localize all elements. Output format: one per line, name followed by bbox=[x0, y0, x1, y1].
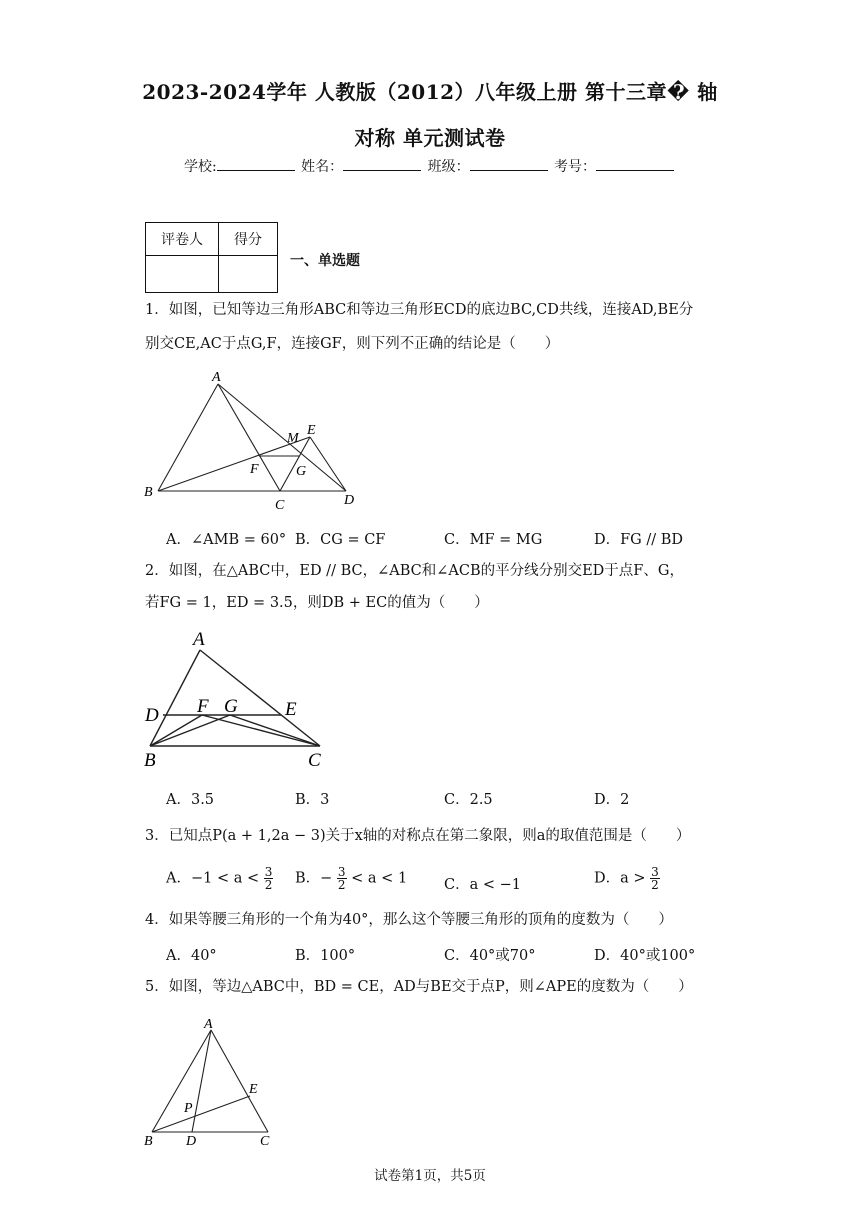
q3-option-c[interactable]: C．a < −1 bbox=[444, 877, 521, 893]
fig5-label-C: C bbox=[260, 1134, 270, 1149]
class-blank[interactable] bbox=[470, 156, 548, 171]
q1-option-c[interactable]: C．MF = MG bbox=[444, 532, 543, 548]
fig1-label-A: A bbox=[212, 370, 221, 385]
school-blank[interactable] bbox=[217, 156, 295, 171]
school-label: 学校: bbox=[183, 159, 217, 175]
question-5-figure bbox=[140, 1012, 290, 1152]
q4-option-c[interactable]: C．40°或70° bbox=[444, 948, 536, 964]
q3-option-a-text: A．−1 < a < bbox=[166, 870, 260, 887]
fig2-label-A: A bbox=[193, 629, 205, 650]
class-label: 班级： bbox=[427, 159, 470, 175]
fig5-label-P: P bbox=[184, 1101, 193, 1116]
score-header: 得分 bbox=[219, 223, 278, 256]
score-cell[interactable] bbox=[219, 256, 278, 293]
name-blank[interactable] bbox=[343, 156, 421, 171]
question-3-line1: 3．已知点P(a + 1,2a − 3)关于x轴的对称点在第二象限，则a的取值范围是（ ） bbox=[145, 828, 691, 844]
q3-option-b[interactable] bbox=[295, 866, 407, 891]
question-2-line2: 若FG = 1，ED = 3.5，则DB + EC的值为（ ） bbox=[145, 595, 489, 611]
fig5-label-B: B bbox=[144, 1134, 153, 1149]
q3-option-b-tail: < a < 1 bbox=[351, 870, 408, 887]
q3-option-a-fraction: $\frac{3}{2}$ bbox=[264, 865, 273, 892]
question-1-line2: 别交CE,AC于点G,F，连接GF，则下列不正确的结论是（ ） bbox=[145, 336, 560, 352]
fig1-label-E: E bbox=[307, 423, 316, 438]
fig2-label-E: E bbox=[285, 699, 297, 720]
student-info-line bbox=[0, 156, 860, 176]
q2-option-d[interactable]: D．2 bbox=[594, 792, 630, 808]
q2-option-c[interactable]: C．2.5 bbox=[444, 792, 493, 808]
fig1-label-C: C bbox=[275, 498, 285, 513]
q3-option-b-text: B．− bbox=[295, 870, 333, 887]
fig5-label-E: E bbox=[249, 1082, 258, 1097]
q3-option-d[interactable] bbox=[594, 866, 660, 891]
q1-option-a[interactable]: A．∠AMB = 60° bbox=[166, 532, 287, 548]
fig2-label-C: C bbox=[308, 750, 321, 771]
q3-option-b-fraction: $\frac{3}{2}$ bbox=[337, 865, 346, 892]
fig2-label-G: G bbox=[224, 696, 238, 717]
score-table bbox=[145, 222, 278, 293]
fig1-label-B: B bbox=[144, 485, 153, 500]
q3-option-d-text: D．a > bbox=[594, 870, 646, 887]
q4-option-b[interactable]: B．100° bbox=[295, 948, 356, 964]
fig1-label-F: F bbox=[250, 462, 259, 477]
q3-option-d-fraction: $\frac{3}{2}$ bbox=[651, 865, 659, 892]
q1-option-b[interactable]: B．CG = CF bbox=[295, 532, 386, 548]
section-title: 一、单选题 bbox=[290, 253, 360, 269]
fig1-label-M: M bbox=[287, 431, 299, 446]
question-1-figure bbox=[138, 368, 368, 516]
page-footer: 试卷第1页，共5页 bbox=[374, 1168, 486, 1184]
exam-number-blank[interactable] bbox=[596, 156, 674, 171]
q3-option-a[interactable] bbox=[166, 866, 273, 891]
question-5-line1: 5．如图，等边△ABC中，BD = CE，AD与BE交于点P，则∠APE的度数为（ ） bbox=[145, 979, 693, 995]
q4-option-a[interactable]: A．40° bbox=[166, 948, 217, 964]
fig5-label-D: D bbox=[186, 1134, 197, 1149]
grader-cell[interactable] bbox=[146, 256, 219, 293]
exam-title-line2: 对称 单元测试卷 bbox=[354, 126, 506, 150]
fig2-label-F: F bbox=[197, 696, 209, 717]
name-label: 姓名： bbox=[301, 159, 344, 175]
grader-header: 评卷人 bbox=[146, 223, 219, 256]
fig2-label-D: D bbox=[145, 705, 159, 726]
q1-option-d[interactable]: D．FG // BD bbox=[594, 532, 684, 548]
question-1-line1: 1．如图，已知等边三角形ABC和等边三角形ECD的底边BC,CD共线，连接AD,BE分 bbox=[145, 302, 694, 318]
fig2-label-B: B bbox=[144, 750, 156, 771]
question-2-line1: 2．如图，在△ABC中，ED // BC，∠ABC和∠ACB的平分线分别交ED于点F、G， bbox=[145, 563, 684, 579]
question-4-line1: 4．如果等腰三角形的一个角为40°，那么这个等腰三角形的顶角的度数为（ ） bbox=[145, 912, 673, 928]
question-2-figure bbox=[140, 626, 340, 776]
fig5-label-A: A bbox=[204, 1017, 213, 1032]
q2-option-b[interactable]: B．3 bbox=[295, 792, 330, 808]
exam-title-line1: 2023-2024学年 人教版（2012）八年级上册 第十三章� 轴 bbox=[142, 80, 718, 104]
fig1-label-G: G bbox=[296, 464, 307, 479]
fig1-label-D: D bbox=[344, 493, 355, 508]
q2-option-a[interactable]: A．3.5 bbox=[166, 792, 215, 808]
q4-option-d[interactable]: D．40°或100° bbox=[594, 948, 696, 964]
exam-number-label: 考号： bbox=[554, 159, 597, 175]
